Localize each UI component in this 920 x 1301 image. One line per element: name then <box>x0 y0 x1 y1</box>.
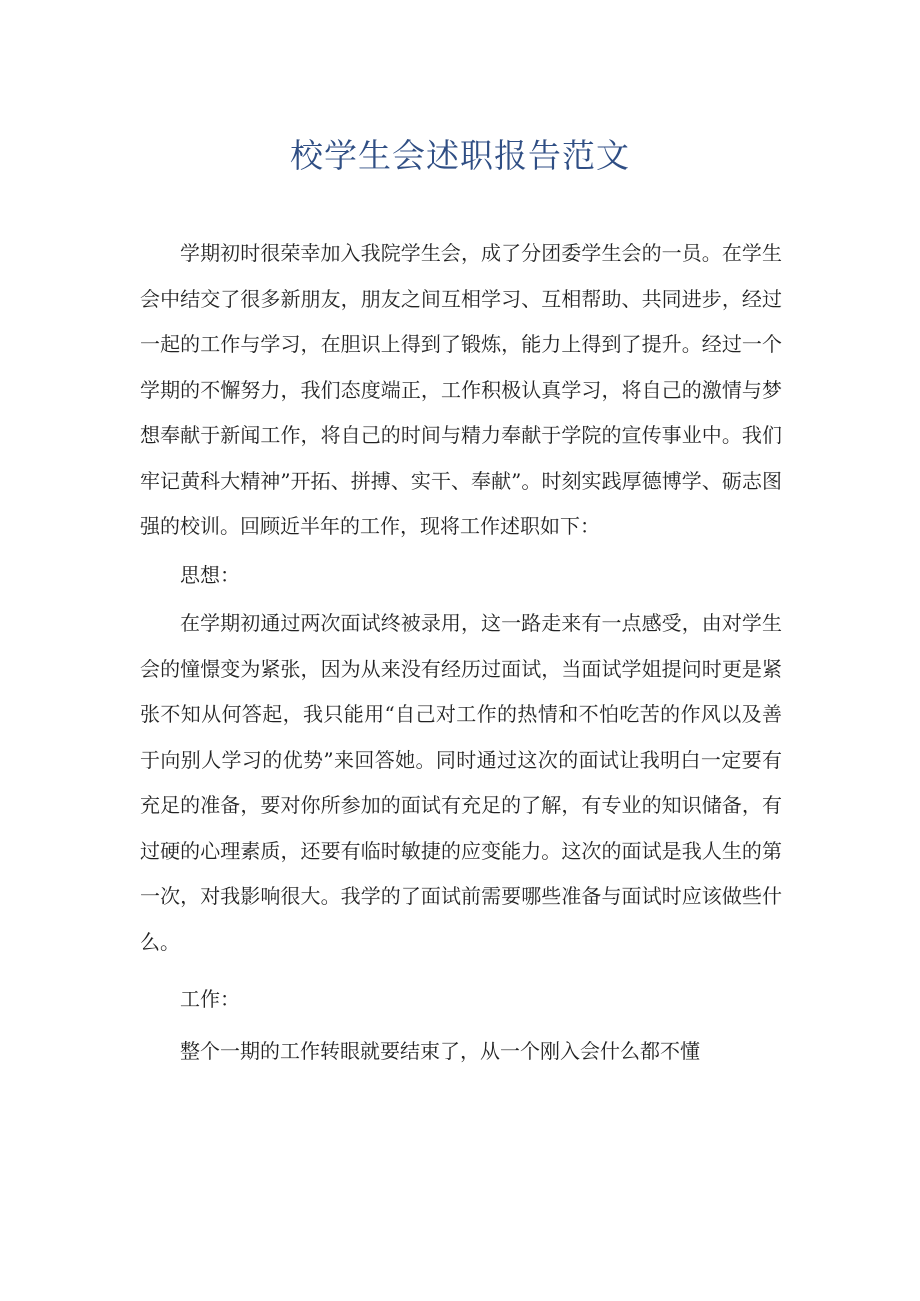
document-body <box>140 231 782 1074</box>
section-heading-thought: 思想： <box>180 562 240 587</box>
document-title: 校学生会述职报告范文 <box>290 136 630 175</box>
paragraph-intro: 学期初时很荣幸加入我院学生会，成了分团委学生会的一员。在学生会中结交了很多新朋友，朋友之间互相学习、互相帮助、共同进步，经过一起的工作与学习，在胆识上得到了锻炼，能力上得到了提升。经过一个学期的不懈努力，我们态度端正，工作积极认真学习，将自己的激情与梦想奉献于新闻工作，将自己的时间与精力奉献于学院的宣传事业中。我们牢记黄科大精神”开拓、拼搏、实干、奉献”。时刻实践厚德博学、砺志图强的校训。回顾近半年的工作，现将工作述职如下： <box>140 241 782 538</box>
section-heading-work: 工作： <box>180 987 240 1011</box>
paragraph-thought: 在学期初通过两次面试终被录用，这一路走来有一点感受，由对学生会的憧憬变为紧张，因为从来没有经历过面试，当面试学姐提问时更是紧张不知从何答起，我只能用“自己对工作的热情和不怕吃苦的作风以及善于向别人学习的优势”来回答她。同时通过这次的面试让我明白一定要有充足的准备，要对你所参加的面试有充足的了解，有专业的知识储备，有过硬的心理素质，还要有临时敏捷的应变能力。这次的面试是我人生的第一次，对我影响很大。我学的了面试前需要哪些准备与面试时应该做些什么。 <box>140 611 782 954</box>
paragraph-work: 整个一期的工作转眼就要结束了，从一个刚入会什么都不懂 <box>180 1038 700 1063</box>
